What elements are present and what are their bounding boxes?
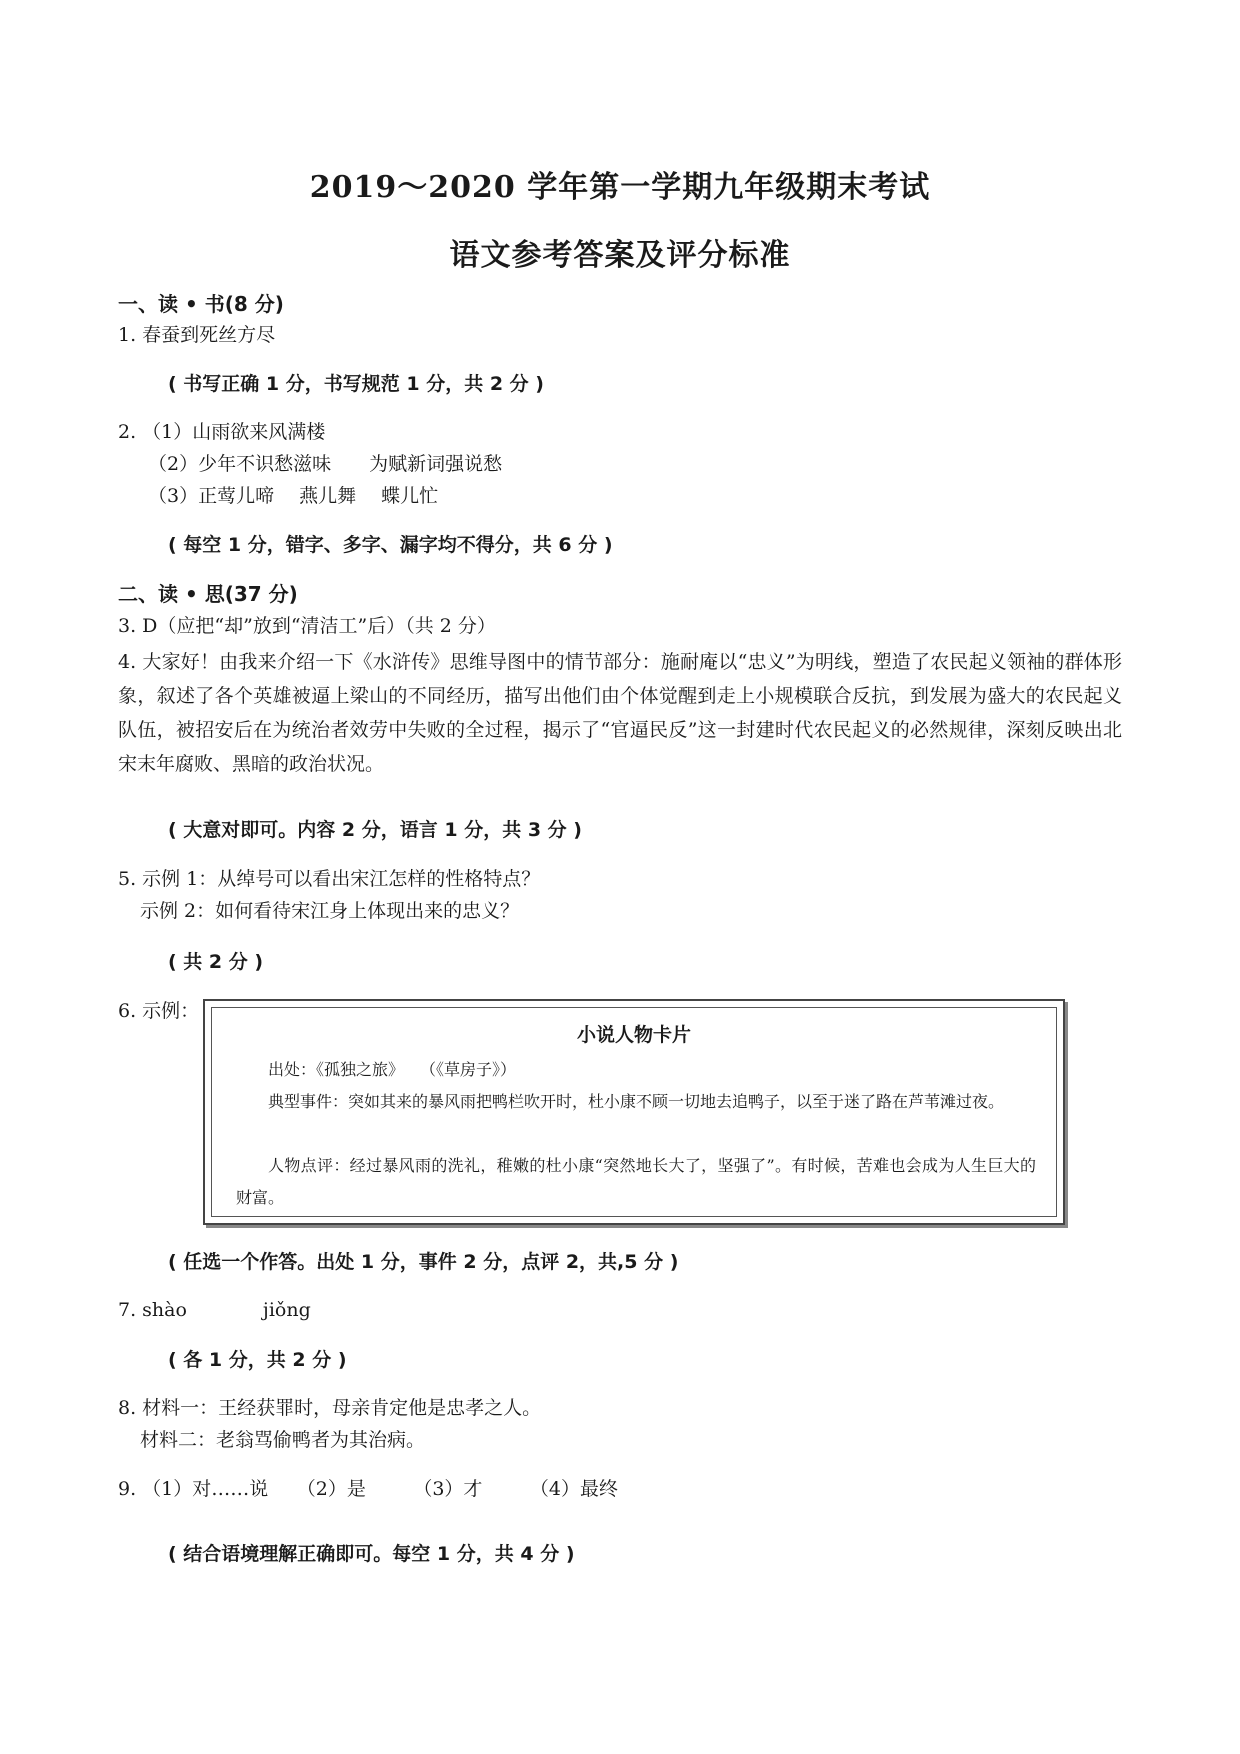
q2-answer-3: （3）正莺儿啼 燕儿舞 蝶儿忙 — [148, 485, 439, 507]
card-event: 典型事件：突如其来的暴风雨把鸭栏吹开时，杜小康不顾一切地去追鸭子，以至于迷了路在芦苇滩过夜。 — [268, 1092, 1005, 1111]
q8-material-2: 材料二：老翁骂偷鸭者为其治病。 — [140, 1429, 426, 1451]
character-card — [203, 999, 1065, 1225]
q1-answer: 1. 春蚕到死丝方尽 — [118, 324, 276, 346]
q2-answer-2: （2）少年不识愁滋味 为赋新词强说愁 — [148, 453, 503, 475]
exam-title: 2019～2020 学年第一学期九年级期末考试 — [309, 170, 931, 205]
answer-key-title: 语文参考答案及评分标准 — [449, 238, 791, 273]
q1-scoring: ( 书写正确 1 分，书写规范 1 分，共 2 分 ) — [168, 373, 544, 395]
background-smudge — [758, 484, 923, 556]
q9-answer: 9. （1）对……说 （2）是 （3）才 （4）最终 — [118, 1478, 619, 1500]
character-card-inner — [211, 1007, 1057, 1217]
section-2-heading: 二、读 • 思(37 分) — [118, 582, 298, 606]
q4-scoring: ( 大意对即可。内容 2 分，语言 1 分，共 3 分 ) — [168, 819, 582, 841]
q8-material-1: 8. 材料一：王经获罪时，母亲肯定他是忠孝之人。 — [118, 1397, 542, 1419]
q2-answer-1: 2. （1）山雨欲来风满楼 — [118, 421, 326, 443]
q5-example-1: 5. 示例 1：从绰号可以看出宋江怎样的性格特点？ — [118, 868, 541, 890]
q7-scoring: ( 各 1 分，共 2 分 ) — [168, 1349, 347, 1371]
background-smudge — [327, 288, 453, 352]
q7-answer: 7. shào jiǒng — [118, 1299, 311, 1321]
q3-answer: 3. D（应把“却”放到“清洁工”后）（共 2 分） — [118, 615, 496, 637]
section-1-heading: 一、读 • 书(8 分) — [118, 292, 284, 316]
character-card-title: 小说人物卡片 — [576, 1024, 691, 1046]
q6-scoring: ( 任选一个作答。出处 1 分，事件 2 分，点评 2，共,5 分 ) — [168, 1251, 679, 1273]
q2-scoring: ( 每空 1 分，错字、多字、漏字均不得分，共 6 分 ) — [168, 534, 613, 556]
card-source: 出处：《孤独之旅》 （《草房子》） — [268, 1060, 517, 1079]
q5-scoring: ( 共 2 分 ) — [168, 951, 264, 973]
q6-label: 6. 示例： — [118, 1000, 200, 1022]
q9-scoring: ( 结合语境理解正确即可。每空 1 分，共 4 分 ) — [168, 1543, 575, 1565]
q5-example-2: 示例 2：如何看待宋江身上体现出来的忠义？ — [140, 900, 520, 922]
card-comment: 人物点评：经过暴风雨的洗礼，稚嫩的杜小康“突然地长大了，坚强了”。有时候，苦难也会成为人生巨大的财富。 — [236, 1156, 1036, 1207]
q4-answer: 4. 大家好！由我来介绍一下《水浒传》思维导图中的情节部分：施耐庵以“忠义”为明线，塑造了农民起义领袖的群体形象，叙述了各个英雄被逼上梁山的不同经历，描写出他们由个体觉醒到走上小规模联合反抗，到发展为盛大的农民起义队伍，被招安后在为统治者效劳中失败的全过程，揭示了“官逼民反”这一封建时代农民起义的必然规律，深刻反映出北宋末年腐败、黑暗的政治状况。 — [118, 651, 1122, 775]
